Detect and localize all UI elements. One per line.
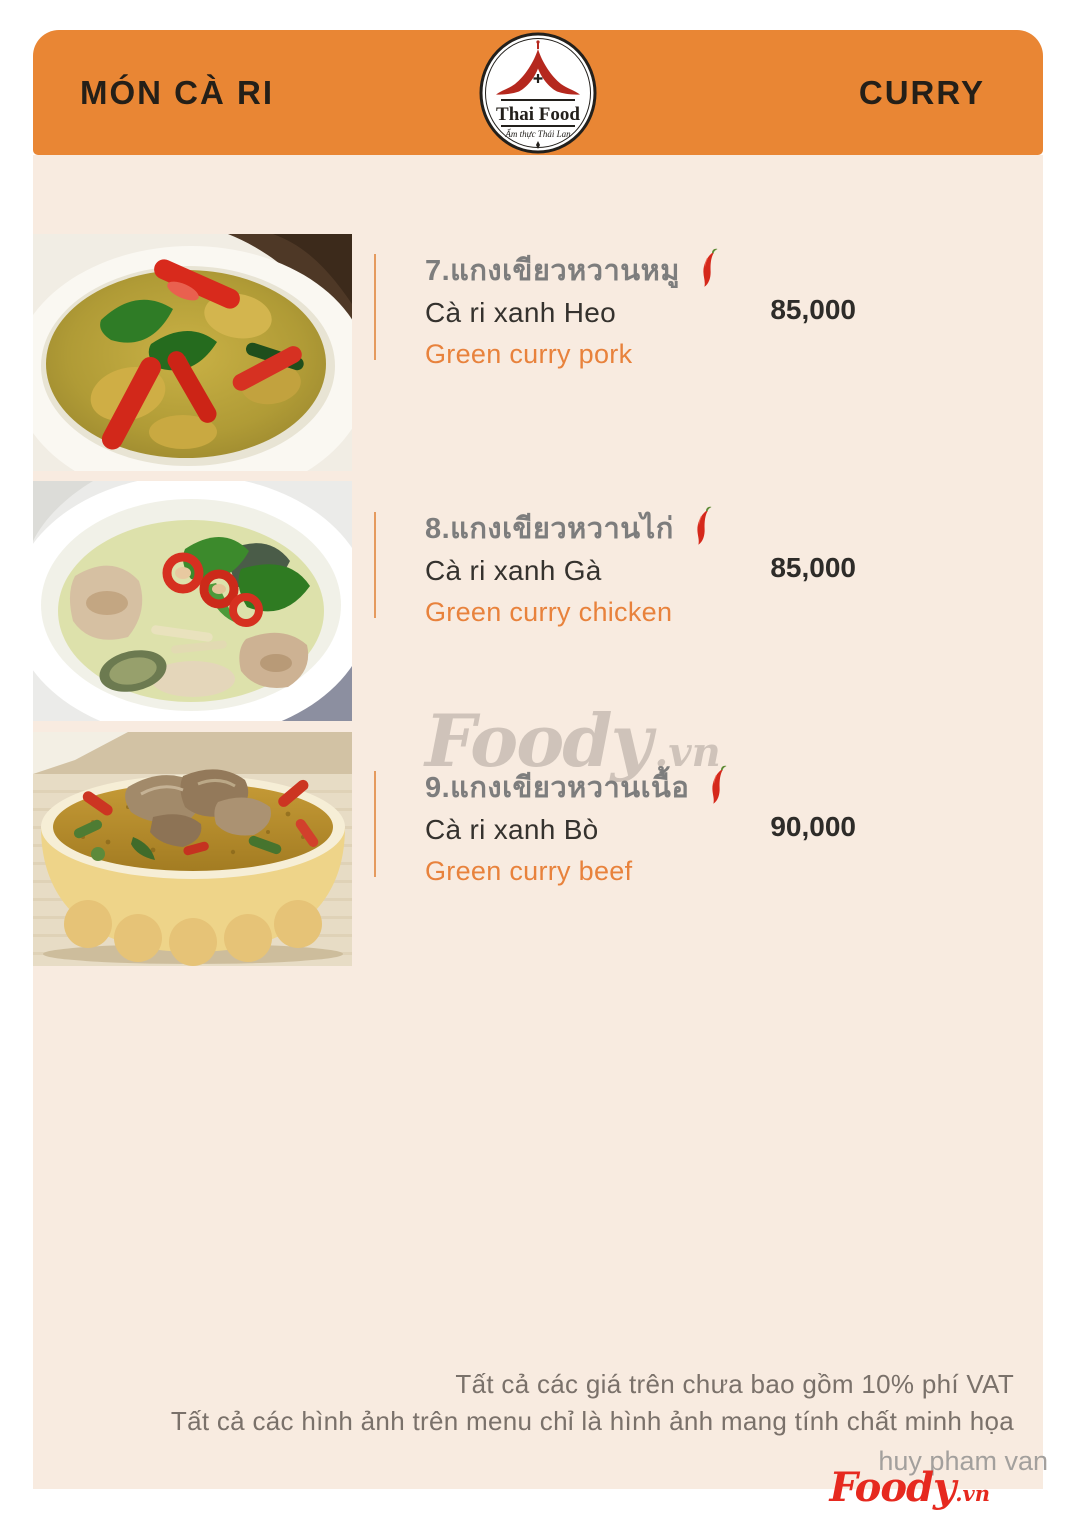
item-price: 85,000	[770, 552, 856, 583]
image-disclaimer-note: Tất cả các hình ảnh trên menu chỉ là hình ảnh mang tính chất minh họa	[170, 1406, 1014, 1436]
photographer-credit: huy pham van	[878, 1446, 1048, 1476]
menu-header	[33, 30, 1043, 155]
item-thai-row	[425, 769, 731, 807]
dish-photo-illustration	[33, 481, 352, 721]
item-thai-name: 8.แกงเขียวหวานไก่	[425, 513, 674, 545]
dish-photo-green-curry-chicken	[33, 481, 352, 721]
item-vietnamese-name: Cà ri xanh Heo	[425, 297, 616, 328]
item-thai-name: 9.แกงเขียวหวานเนื้อ	[425, 772, 690, 804]
item-info	[425, 252, 722, 371]
item-english-name: Green curry chicken	[425, 597, 673, 627]
item-thai-row	[425, 510, 716, 548]
item-info	[425, 510, 716, 629]
item-price: 85,000	[770, 294, 856, 325]
item-divider-line	[374, 512, 376, 618]
watermark-suffix: .vn	[654, 729, 721, 776]
item-thai-name: 7.แกงเขียวหวานหมู	[425, 255, 680, 287]
dish-photo-illustration	[33, 732, 352, 966]
vat-note: Tất cả các giá trên chưa bao gồm 10% phí VAT	[455, 1369, 1014, 1399]
page-title-english: CURRY	[858, 73, 985, 111]
watermark-text: Foody	[425, 698, 651, 783]
thai-food-logo-icon	[478, 32, 598, 154]
dish-photo-green-curry-beef	[33, 732, 352, 966]
foody-logo-suffix: .vn	[955, 1481, 990, 1506]
menu-item-green-curry-chicken	[33, 481, 1043, 721]
foody-logo-text: Foody	[829, 1464, 956, 1511]
dish-photo-illustration	[33, 234, 352, 471]
item-divider-line	[374, 771, 376, 877]
item-vietnamese-name: Cà ri xanh Gà	[425, 555, 602, 586]
logo-tagline: Ẩm thực Thái Lan	[505, 129, 571, 139]
chili-icon	[696, 246, 722, 290]
item-price: 90,000	[770, 811, 856, 842]
page-title-vietnamese: MÓN CÀ RI	[80, 73, 274, 111]
chili-icon	[690, 504, 716, 548]
item-divider-line	[374, 254, 376, 360]
item-info	[425, 769, 731, 888]
chili-icon	[705, 763, 731, 807]
item-vietnamese-name: Cà ri xanh Bò	[425, 814, 599, 845]
item-english-name: Green curry beef	[425, 856, 633, 886]
menu-item-green-curry-pork	[33, 234, 1043, 471]
footer-notes	[171, 1366, 1014, 1440]
foody-logo	[829, 1464, 990, 1511]
logo-name: Thai Food	[496, 104, 580, 125]
item-thai-row	[425, 252, 722, 290]
item-english-name: Green curry pork	[425, 339, 633, 369]
restaurant-logo	[478, 32, 598, 154]
menu-item-green-curry-beef	[33, 732, 1043, 966]
dish-photo-green-curry-pork	[33, 234, 352, 471]
